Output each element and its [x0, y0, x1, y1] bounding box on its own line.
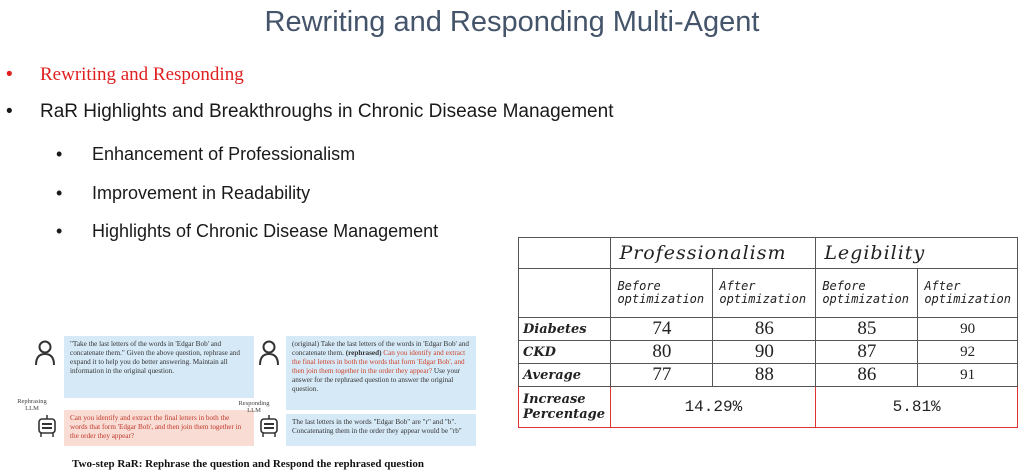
increase-legibility: 5.81% — [816, 387, 1018, 428]
rephrasing-llm-label: Rephrasing LLM — [17, 398, 47, 412]
table-cell: 88 — [713, 364, 816, 387]
sub-bullet-text: Enhancement of Professionalism — [92, 144, 356, 164]
answer-bubble: The last letters in the words "Edgar Bob" are "r" and "b". Concatenating them in the order they appear would be "rb" — [286, 414, 476, 446]
table-cell: 86 — [816, 364, 918, 387]
robot-icon — [36, 414, 58, 438]
respond-instruction: Use your answer for the rephrased question to answer the original question. — [292, 367, 461, 393]
subheader-before: Before optimization — [816, 269, 918, 318]
responding-llm-label: Responding LLM — [238, 400, 270, 414]
sub-bullet-chronic — [56, 221, 439, 242]
results-table — [518, 237, 1018, 428]
header-legibility: Legibility — [816, 238, 1018, 269]
sub-bullet-professionalism — [56, 144, 356, 165]
bullet-text: Rewriting and Responding — [40, 64, 244, 85]
table-cell: 90 — [918, 318, 1018, 341]
table-corner — [519, 238, 611, 269]
bullet-dot: • — [6, 101, 13, 122]
table-cell: 90 — [713, 341, 816, 364]
table-corner — [519, 269, 611, 318]
figure-caption: Two-step RaR: Rephrase the question and Respond the rephrased question — [72, 458, 424, 470]
table-cell: 86 — [713, 318, 816, 341]
user-icon — [258, 340, 280, 366]
table-row — [519, 318, 1018, 341]
table-cell: 77 — [611, 364, 713, 387]
row-label: Diabetes — [519, 318, 611, 341]
table-cell: 87 — [816, 341, 918, 364]
increase-row — [519, 387, 1018, 428]
table-cell: 74 — [611, 318, 713, 341]
table-cell: 80 — [611, 341, 713, 364]
row-label: CKD — [519, 341, 611, 364]
rephrased-question-bubble: Can you identify and extract the final letters in both the words that form 'Edgar Bob', and then join them together in the order they appear? — [64, 410, 254, 446]
bullet-dot: • — [56, 144, 63, 164]
table-cell: 91 — [918, 364, 1018, 387]
bullet-rewriting — [6, 64, 244, 86]
rephrase-prompt-bubble: "Take the last letters of the words in 'Edgar Bob' and concatenate them." Given the above question, rephrase and expand it to help you do better answering. Maintain all information in the original question. — [64, 336, 254, 398]
row-label: Average — [519, 364, 611, 387]
user-icon — [34, 340, 56, 366]
bullet-dot: • — [56, 221, 63, 241]
sub-bullet-text: Highlights of Chronic Disease Management — [92, 221, 439, 241]
header-professionalism: Professionalism — [611, 238, 816, 269]
increase-professionalism: 14.29% — [611, 387, 816, 428]
table-row — [519, 341, 1018, 364]
rephrased-label: (rephrased) — [345, 349, 382, 357]
table-row — [519, 364, 1018, 387]
rar-figure — [0, 330, 512, 472]
robot-icon — [258, 414, 280, 438]
table-cell: 85 — [816, 318, 918, 341]
bullet-dot: • — [6, 64, 13, 85]
sub-bullet-text: Improvement in Readability — [92, 183, 311, 203]
subheader-after: After optimization — [918, 269, 1018, 318]
bullet-dot: • — [56, 183, 63, 203]
subheader-before: Before optimization — [611, 269, 713, 318]
original-question: (original) Take the last letters of the words in 'Edgar Bob' and concatenate them. — [292, 340, 470, 357]
subheader-after: After optimization — [713, 269, 816, 318]
sub-bullet-readability — [56, 183, 311, 204]
rephrased-question: Can you identify and extract the final letters in both the words that form 'Edgar Bob', and then join them together in the order they appear? — [292, 349, 466, 375]
respond-prompt-bubble — [286, 336, 476, 410]
slide-title: Rewriting and Responding Multi-Agent — [264, 6, 760, 38]
bullet-text: RaR Highlights and Breakthroughs in Chronic Disease Management — [40, 101, 614, 122]
increase-label: Increase Percentage — [519, 387, 611, 428]
table-cell: 92 — [918, 341, 1018, 364]
bullet-rar-highlights — [6, 101, 614, 123]
